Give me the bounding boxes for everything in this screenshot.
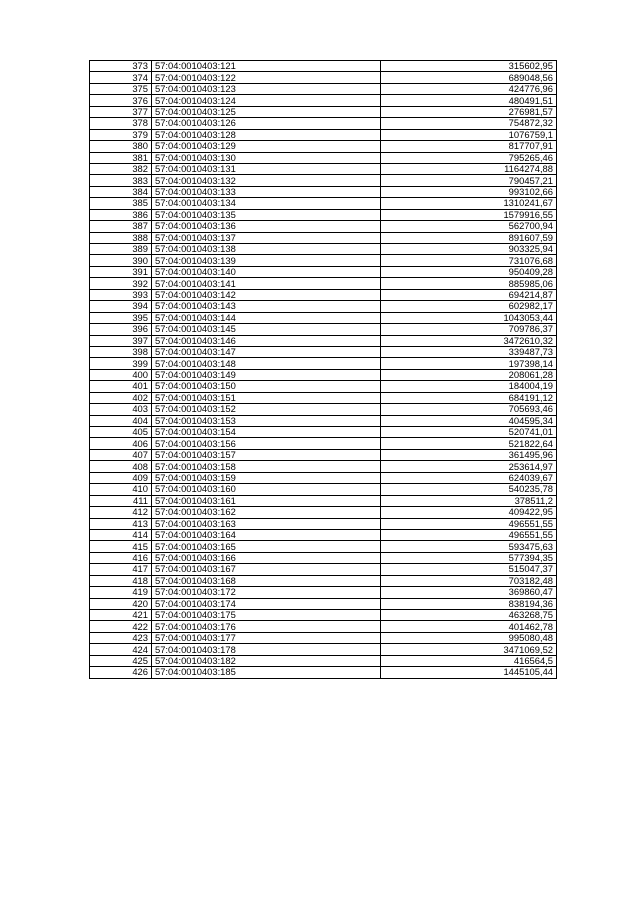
cadastral-number: 57:04:0010403:151 [152,392,381,403]
row-number: 401 [90,381,152,392]
row-number: 390 [90,255,152,266]
table-row [90,564,557,575]
table-row [90,644,557,655]
cadastral-number: 57:04:0010403:156 [152,438,381,449]
cadastral-value: 624039,67 [381,472,557,483]
cadastral-number: 57:04:0010403:163 [152,518,381,529]
cadastral-value: 950409,28 [381,266,557,277]
cadastral-number: 57:04:0010403:129 [152,141,381,152]
cadastral-value: 361495,96 [381,449,557,460]
row-number: 414 [90,529,152,540]
row-number: 411 [90,495,152,506]
cadastral-number: 57:04:0010403:154 [152,427,381,438]
cadastral-number: 57:04:0010403:176 [152,621,381,632]
table-row [90,301,557,312]
cadastral-value: 463268,75 [381,610,557,621]
cadastral-number: 57:04:0010403:123 [152,83,381,94]
cadastral-number: 57:04:0010403:138 [152,244,381,255]
row-number: 418 [90,575,152,586]
cadastral-number: 57:04:0010403:131 [152,163,381,174]
row-number: 400 [90,369,152,380]
row-number: 398 [90,346,152,357]
cadastral-number: 57:04:0010403:158 [152,461,381,472]
cadastral-value: 993102,66 [381,186,557,197]
table-row [90,221,557,232]
table-row [90,621,557,632]
cadastral-value: 689048,56 [381,72,557,83]
row-number: 384 [90,186,152,197]
cadastral-value: 1579916,55 [381,209,557,220]
table-row [90,83,557,94]
row-number: 408 [90,461,152,472]
row-number: 381 [90,152,152,163]
cadastral-number: 57:04:0010403:159 [152,472,381,483]
cadastral-number: 57:04:0010403:164 [152,529,381,540]
cadastral-value-table [89,60,557,679]
cadastral-value: 208061,28 [381,369,557,380]
row-number: 373 [90,61,152,72]
row-number: 399 [90,358,152,369]
cadastral-number: 57:04:0010403:144 [152,312,381,323]
row-number: 405 [90,427,152,438]
row-number: 379 [90,129,152,140]
cadastral-value: 184004,19 [381,381,557,392]
cadastral-number: 57:04:0010403:139 [152,255,381,266]
row-number: 413 [90,518,152,529]
row-number: 409 [90,472,152,483]
row-number: 375 [90,83,152,94]
cadastral-number: 57:04:0010403:157 [152,449,381,460]
row-number: 404 [90,415,152,426]
cadastral-number: 57:04:0010403:132 [152,175,381,186]
row-number: 394 [90,301,152,312]
cadastral-number: 57:04:0010403:128 [152,129,381,140]
row-number: 386 [90,209,152,220]
row-number: 420 [90,598,152,609]
table-row [90,244,557,255]
row-number: 415 [90,541,152,552]
table-row [90,541,557,552]
cadastral-value: 754872,32 [381,118,557,129]
cadastral-number: 57:04:0010403:126 [152,118,381,129]
row-number: 380 [90,141,152,152]
cadastral-number: 57:04:0010403:172 [152,587,381,598]
cadastral-number: 57:04:0010403:134 [152,198,381,209]
row-number: 387 [90,221,152,232]
row-number: 383 [90,175,152,186]
row-number: 385 [90,198,152,209]
table-row [90,575,557,586]
table-row [90,175,557,186]
cadastral-number: 57:04:0010403:130 [152,152,381,163]
row-number: 389 [90,244,152,255]
cadastral-value: 562700,94 [381,221,557,232]
cadastral-value: 705693,46 [381,404,557,415]
cadastral-value: 416564,5 [381,655,557,666]
table-row [90,632,557,643]
cadastral-number: 57:04:0010403:152 [152,404,381,415]
cadastral-number: 57:04:0010403:140 [152,266,381,277]
row-number: 422 [90,621,152,632]
table-row [90,95,557,106]
cadastral-value: 409422,95 [381,507,557,518]
cadastral-value: 540235,78 [381,484,557,495]
cadastral-number: 57:04:0010403:147 [152,346,381,357]
cadastral-value: 480491,51 [381,95,557,106]
cadastral-value: 790457,21 [381,175,557,186]
table-row [90,278,557,289]
cadastral-number: 57:04:0010403:150 [152,381,381,392]
cadastral-number: 57:04:0010403:141 [152,278,381,289]
row-number: 395 [90,312,152,323]
cadastral-number: 57:04:0010403:136 [152,221,381,232]
cadastral-number: 57:04:0010403:160 [152,484,381,495]
cadastral-value: 602982,17 [381,301,557,312]
cadastral-value: 1164274,88 [381,163,557,174]
cadastral-number: 57:04:0010403:121 [152,61,381,72]
cadastral-number: 57:04:0010403:182 [152,655,381,666]
table-row [90,186,557,197]
cadastral-value: 339487,73 [381,346,557,357]
table-row [90,392,557,403]
cadastral-value: 731076,68 [381,255,557,266]
row-number: 417 [90,564,152,575]
cadastral-number: 57:04:0010403:175 [152,610,381,621]
cadastral-value: 404595,34 [381,415,557,426]
row-number: 392 [90,278,152,289]
table-row [90,518,557,529]
cadastral-number: 57:04:0010403:185 [152,667,381,678]
cadastral-value: 1043053,44 [381,312,557,323]
table-row [90,472,557,483]
row-number: 426 [90,667,152,678]
cadastral-value: 369860,47 [381,587,557,598]
row-number: 423 [90,632,152,643]
cadastral-value: 3472610,32 [381,335,557,346]
table-row [90,255,557,266]
cadastral-number: 57:04:0010403:148 [152,358,381,369]
cadastral-value: 401462,78 [381,621,557,632]
row-number: 397 [90,335,152,346]
table-row [90,438,557,449]
table-row [90,198,557,209]
row-number: 376 [90,95,152,106]
cadastral-value: 3471069,52 [381,644,557,655]
table-row [90,449,557,460]
cadastral-value: 684191,12 [381,392,557,403]
cadastral-value: 276981,57 [381,106,557,117]
cadastral-number: 57:04:0010403:174 [152,598,381,609]
row-number: 406 [90,438,152,449]
cadastral-value: 496551,55 [381,518,557,529]
cadastral-number: 57:04:0010403:145 [152,324,381,335]
table-row [90,598,557,609]
cadastral-value: 1445105,44 [381,667,557,678]
row-number: 425 [90,655,152,666]
cadastral-value: 817707,91 [381,141,557,152]
table-row [90,346,557,357]
table-row [90,507,557,518]
cadastral-number: 57:04:0010403:178 [152,644,381,655]
cadastral-number: 57:04:0010403:168 [152,575,381,586]
cadastral-value: 577394,35 [381,552,557,563]
cadastral-number: 57:04:0010403:166 [152,552,381,563]
table-row [90,312,557,323]
table-row [90,552,557,563]
cadastral-number: 57:04:0010403:122 [152,72,381,83]
cadastral-value: 891607,59 [381,232,557,243]
table-row [90,358,557,369]
row-number: 403 [90,404,152,415]
cadastral-number: 57:04:0010403:165 [152,541,381,552]
table-row [90,209,557,220]
table-body [90,61,557,679]
table-row [90,118,557,129]
table-row [90,404,557,415]
table-row [90,461,557,472]
cadastral-value: 1076759,1 [381,129,557,140]
table-row [90,335,557,346]
row-number: 377 [90,106,152,117]
cadastral-value: 520741,01 [381,427,557,438]
table-row [90,232,557,243]
cadastral-number: 57:04:0010403:149 [152,369,381,380]
table-row [90,141,557,152]
cadastral-value: 378511,2 [381,495,557,506]
table-row [90,369,557,380]
table-row [90,324,557,335]
row-number: 424 [90,644,152,655]
cadastral-value: 1310241,67 [381,198,557,209]
cadastral-number: 57:04:0010403:167 [152,564,381,575]
cadastral-number: 57:04:0010403:177 [152,632,381,643]
table-row [90,61,557,72]
table-row [90,427,557,438]
cadastral-value: 315602,95 [381,61,557,72]
cadastral-value: 593475,63 [381,541,557,552]
table-row [90,163,557,174]
cadastral-number: 57:04:0010403:133 [152,186,381,197]
table-row [90,289,557,300]
cadastral-value: 885985,06 [381,278,557,289]
row-number: 407 [90,449,152,460]
row-number: 396 [90,324,152,335]
cadastral-number: 57:04:0010403:162 [152,507,381,518]
row-number: 393 [90,289,152,300]
table-row [90,106,557,117]
row-number: 402 [90,392,152,403]
cadastral-number: 57:04:0010403:153 [152,415,381,426]
table-row [90,484,557,495]
table-row [90,529,557,540]
table-row [90,129,557,140]
cadastral-value: 424776,96 [381,83,557,94]
cadastral-number: 57:04:0010403:137 [152,232,381,243]
cadastral-value: 838194,36 [381,598,557,609]
cadastral-number: 57:04:0010403:161 [152,495,381,506]
cadastral-value: 694214,87 [381,289,557,300]
cadastral-value: 709786,37 [381,324,557,335]
row-number: 421 [90,610,152,621]
cadastral-number: 57:04:0010403:135 [152,209,381,220]
row-number: 419 [90,587,152,598]
row-number: 382 [90,163,152,174]
table-row [90,655,557,666]
row-number: 410 [90,484,152,495]
cadastral-number: 57:04:0010403:125 [152,106,381,117]
cadastral-value: 496551,55 [381,529,557,540]
table-row [90,610,557,621]
cadastral-number: 57:04:0010403:143 [152,301,381,312]
row-number: 378 [90,118,152,129]
table-row [90,381,557,392]
cadastral-number: 57:04:0010403:146 [152,335,381,346]
cadastral-value: 253614,97 [381,461,557,472]
cadastral-value: 703182,48 [381,575,557,586]
row-number: 391 [90,266,152,277]
row-number: 388 [90,232,152,243]
cadastral-number: 57:04:0010403:124 [152,95,381,106]
table-row [90,415,557,426]
table-row [90,587,557,598]
row-number: 416 [90,552,152,563]
cadastral-value: 995080,48 [381,632,557,643]
cadastral-value: 903325,94 [381,244,557,255]
cadastral-value: 197398,14 [381,358,557,369]
cadastral-value: 795265,46 [381,152,557,163]
row-number: 374 [90,72,152,83]
table-row [90,667,557,678]
table-row [90,266,557,277]
cadastral-number: 57:04:0010403:142 [152,289,381,300]
table-row [90,72,557,83]
row-number: 412 [90,507,152,518]
table-row [90,495,557,506]
cadastral-value: 515047,37 [381,564,557,575]
cadastral-value: 521822,64 [381,438,557,449]
table-row [90,152,557,163]
